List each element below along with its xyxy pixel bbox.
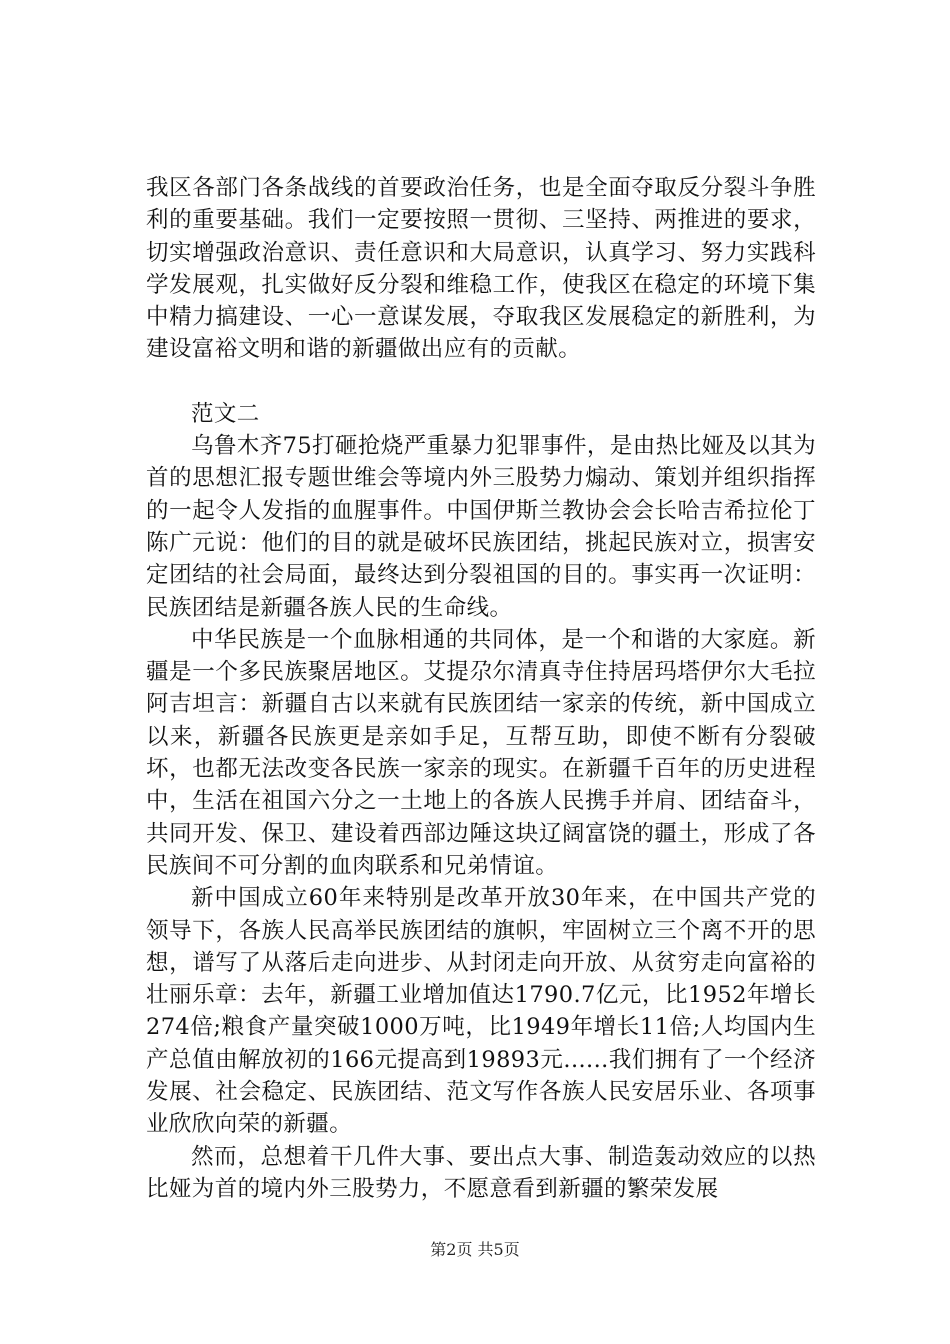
paragraph: 然而，总想着干几件大事、要出点大事、制造轰动效应的以热比娅为首的境内外三股势力，不愿意看到新疆的繁荣发展 [146, 1143, 816, 1202]
paragraph: 新中国成立60年来特别是改革开放30年来，在中国共产党的领导下，各族人民高举民族团结的旗帜，牢固树立三个离不开的思想，谱写了从落后走向进步、从封闭走向开放、从贫穷走向富裕的壮丽乐章：去年，新疆工业增加值达1790.7亿元，比1952年增长274倍;粮食产量突破1000万吨，比1949年增长11倍;人均国内生产总值由解放初的166元提高到19893元......我们拥有了一个经济发展、社会稳定、民族团结、范文写作各族人民安居乐业、各项事业欣欣向荣的新疆。 [146, 885, 816, 1138]
page-number-footer: 第2页 共5页 [430, 1240, 520, 1259]
paragraph-continuation: 我区各部门各条战线的首要政治任务，也是全面夺取反分裂斗争胜利的重要基础。我们一定要按照一贯彻、三坚持、两推进的要求，切实增强政治意识、责任意识和大局意识，认真学习、努力实践科学发展观，扎实做好反分裂和维稳工作，使我区在稳定的环境下集中精力搞建设、一心一意谋发展，夺取我区发展稳定的新胜利，为建设富裕文明和谐的新疆做出应有的贡献。 [146, 175, 816, 363]
section-heading: 范文二 [191, 400, 260, 427]
paragraph-gap [146, 366, 816, 398]
document-body [146, 172, 816, 1205]
paragraph: 乌鲁木齐75打砸抢烧严重暴力犯罪事件，是由热比娅及以其为首的思想汇报专题世维会等境内外三股势力煽动、策划并组织指挥的一起令人发指的血腥事件。中国伊斯兰教协会会长哈吉希拉伦丁陈广元说：他们的目的就是破坏民族团结，挑起民族对立，损害安定团结的社会局面，最终达到分裂祖国的目的。事实再一次证明：民族团结是新疆各族人民的生命线。 [146, 433, 816, 621]
paragraph: 中华民族是一个血脉相通的共同体，是一个和谐的大家庭。新疆是一个多民族聚居地区。艾提尕尔清真寺住持居玛塔伊尔大毛拉阿吉坦言：新疆自古以来就有民族团结一家亲的传统，新中国成立以来，新疆各民族更是亲如手足，互帮互助，即使不断有分裂破坏，也都无法改变各民族一家亲的现实。在新疆千百年的历史进程中，生活在祖国六分之一土地上的各族人民携手并肩、团结奋斗，共同开发、保卫、建设着西部边陲这块辽阔富饶的疆土，形成了各民族间不可分割的血肉联系和兄弟情谊。 [146, 626, 816, 879]
